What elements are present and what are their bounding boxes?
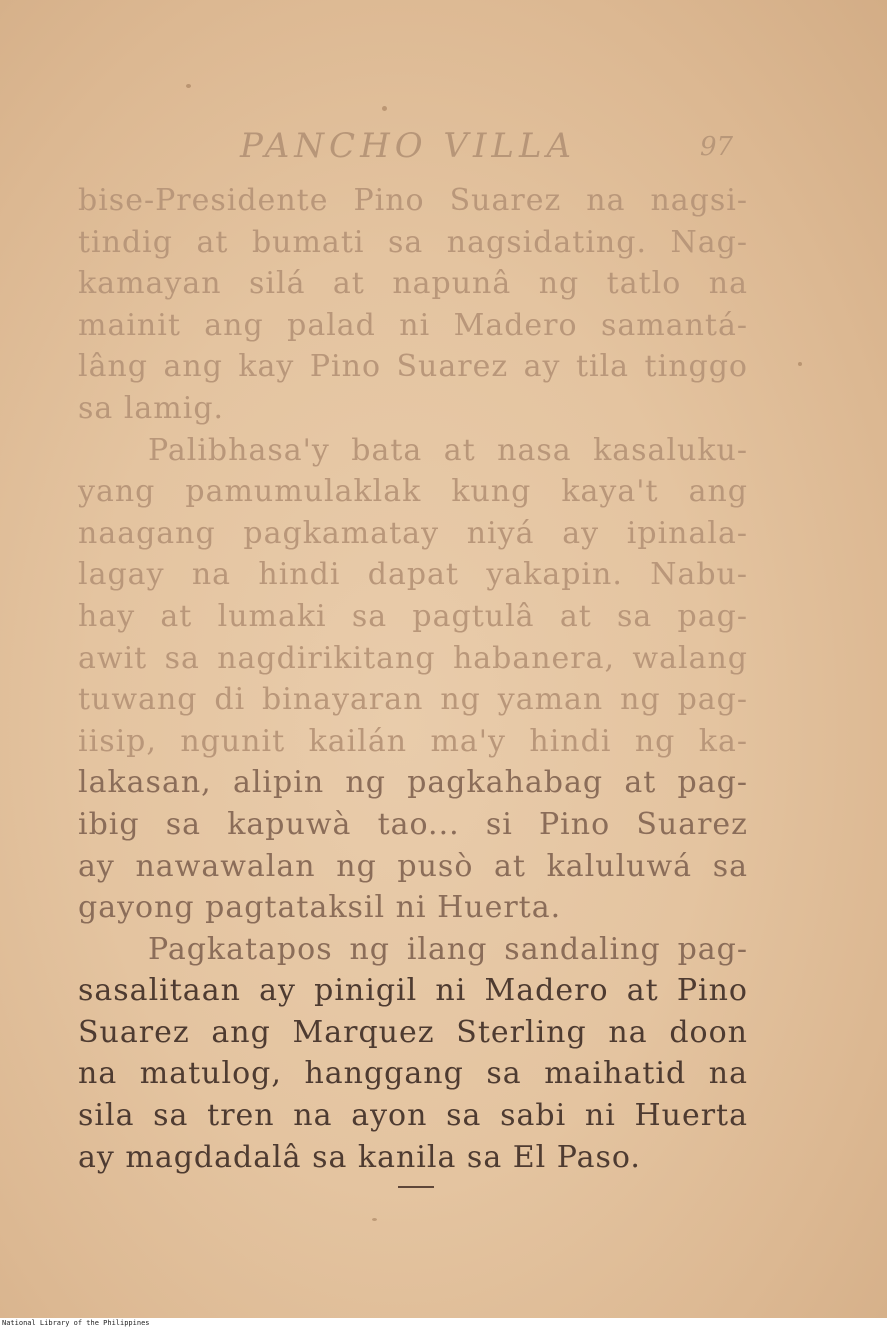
text-line: mainit ang palad ni Madero samantá-: [78, 307, 748, 343]
text-line: sa lamig.: [78, 390, 225, 426]
text-line: lâng ang kay Pino Suarez ay tila tinggo: [78, 349, 748, 385]
paragraph-2: [78, 430, 748, 929]
text-line: naagang pagkamatay niyá ay ipinala-: [78, 515, 748, 551]
ink-speck: [798, 362, 802, 366]
text-line: bise-Presidente Pino Suarez na nagsi-: [78, 183, 748, 218]
text-line: tindig at bumati sa nagsidating. Nag-: [78, 224, 748, 260]
text-line: ay nawawalan ng pusò at kaluluwá sa: [78, 848, 748, 884]
ink-speck: [186, 84, 191, 88]
paragraph-3: [78, 929, 748, 1179]
text-line: sila sa tren na ayon sa sabi ni Huerta: [78, 1098, 748, 1134]
text-line: na matulog, hanggang sa maihatid na: [78, 1056, 748, 1092]
library-credit: National Library of the Philippines: [2, 1319, 150, 1327]
text-line: ay magdadalâ sa kanila sa El Paso.: [78, 1139, 641, 1175]
text-line: awit sa nagdirikitang habanera, walang: [78, 640, 748, 676]
text-line: lakasan, alipin ng pagkahabag at pag-: [78, 765, 748, 801]
text-line: sasalitaan ay pinigil ni Madero at Pino: [78, 973, 748, 1009]
body-text: [78, 180, 748, 1178]
text-line: Suarez ang Marquez Sterling na doon: [78, 1014, 748, 1050]
text-line: yang pamumulaklak kung kaya't ang: [78, 474, 748, 510]
running-head-title: PANCHO VILLA: [240, 126, 577, 166]
text-line: ibig sa kapuwà tao... si Pino Suarez: [78, 806, 748, 842]
text-line: hay at lumaki sa pagtulâ at sa pag-: [78, 598, 748, 634]
page-number: 97: [700, 132, 734, 162]
ink-speck: [382, 106, 387, 111]
end-rule: [398, 1186, 434, 1188]
text-line: tuwang di binayaran ng yaman ng pag-: [78, 682, 748, 718]
text-line: lagay na hindi dapat yakapin. Nabu-: [78, 557, 748, 593]
paragraph-1: [78, 180, 748, 430]
ink-speck: [372, 1218, 377, 1221]
running-head: [0, 124, 887, 174]
text-line: Palibhasa'y bata at nasa kasaluku-: [148, 432, 748, 468]
text-line: Pagkatapos ng ilang sandaling pag-: [148, 931, 748, 967]
text-line: gayong pagtataksil ni Huerta.: [78, 890, 562, 926]
text-line: iisip, ngunit kailán ma'y hindi ng ka-: [78, 723, 748, 759]
text-line: kamayan silá at napunâ ng tatlo na: [78, 266, 748, 302]
